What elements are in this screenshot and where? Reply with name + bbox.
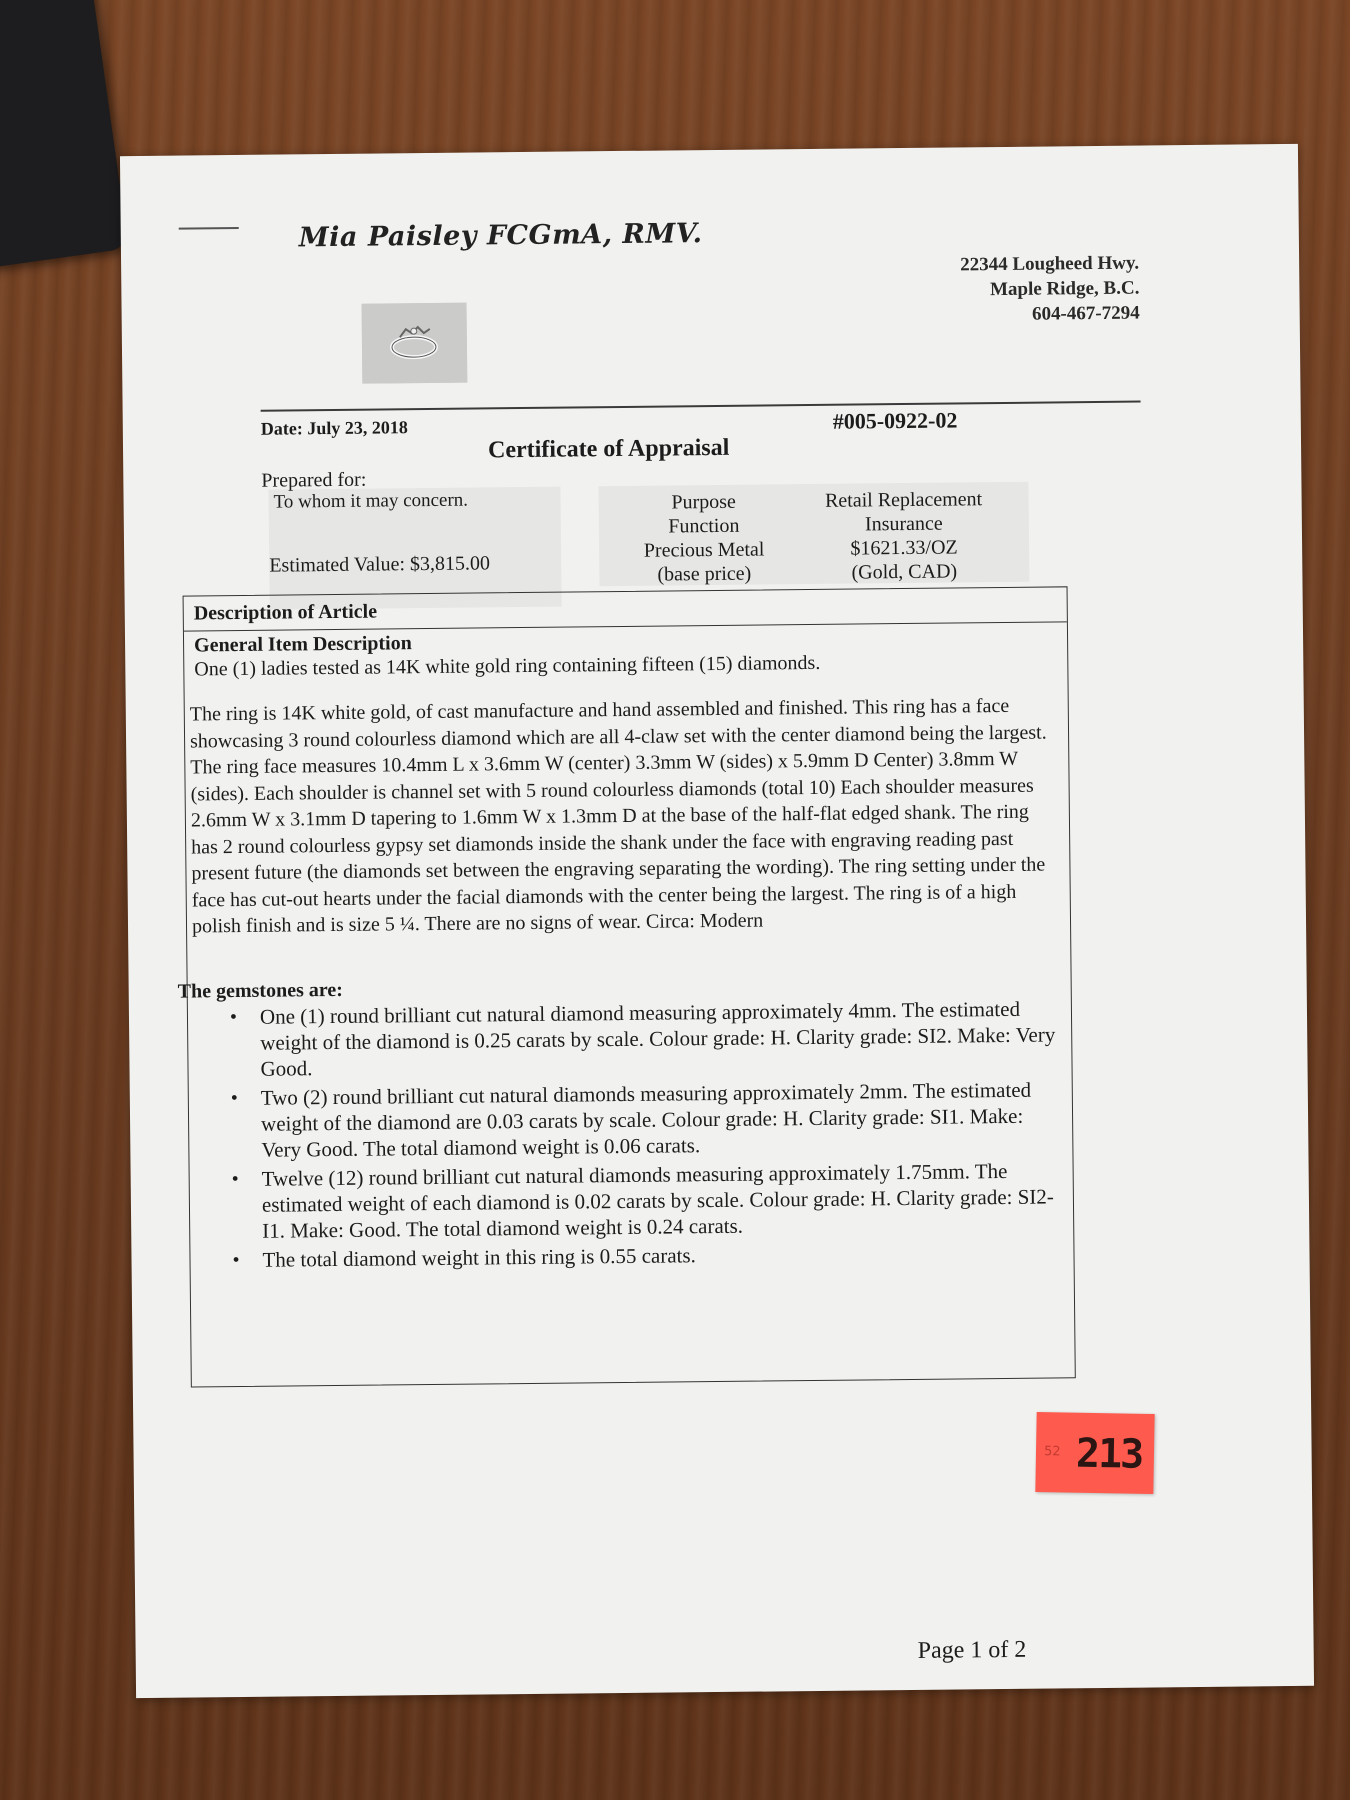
ring-icon (362, 303, 468, 384)
gemstone-text: The total diamond weight in this ring is 0.55 carats. (262, 1243, 696, 1272)
meta-value: (Gold, CAD) (851, 560, 958, 584)
sticker-prefix: 52 (1043, 1444, 1061, 1460)
meta-value: Retail Replacement (824, 488, 983, 512)
general-description-line: One (1) ladies tested as 14K white gold ring containing fifteen (15) diamonds. (194, 651, 821, 681)
meta-label: Purpose (671, 490, 736, 514)
gemstones-title: The gemstones are: (177, 978, 343, 1003)
document-title: Certificate of Appraisal (487, 434, 730, 464)
appraiser-name: Mia Paisley FCGmA, RMV. (298, 218, 703, 254)
bullet-icon: • (229, 1006, 238, 1029)
certificate-number: #005-0922-02 (832, 407, 958, 434)
sticker-number: 213 (1075, 1430, 1143, 1478)
item-description-paragraph: The ring is 14K white gold, of cast manufacture and hand assembled and finished. This ring has a face showcasing 3 round colourless diamond which are all 4-claw set with the center diamond being the largest. The ring face measures 10.4mm L x 3.6mm W (center) 3.3mm W (sides) x 5.9mm D Center) 3.8mm W (sides). Each shoulder is channel set with 5 round colourless diamonds (total 10) Each shoulder measures 2.6mm W x 3.1mm D tapering to 1.6mm W x 1.3mm D at the base of the half-flat edged shank. The ring has 2 round colourless gypsy set diamonds inside the shank under the face with engraving reading past present future (the diamonds set between the engraving separating the wording). The ring setting under the face has cut-out hearts under the facial diamonds with the center being the largest. The ring is of a high polish finish and is size 5 ¼. There are no signs of wear. Circa: Modern (189, 694, 1047, 938)
ring-photo (362, 303, 468, 384)
address-line: Maple Ridge, B.C. (989, 277, 1140, 301)
estimated-value: Estimated Value: $3,815.00 (269, 552, 491, 577)
description-header (184, 587, 1067, 631)
meta-value: Insurance (864, 512, 943, 536)
description-title: Description of Article (193, 600, 378, 625)
meta-label: Function (668, 514, 740, 538)
bullet-icon: • (232, 1249, 240, 1272)
price-sticker (1035, 1412, 1154, 1494)
description-box (177, 586, 1076, 1387)
tablet-device (0, 0, 129, 269)
gemstones-list (228, 995, 1061, 1276)
list-item (232, 1238, 1060, 1272)
bullet-icon: • (230, 1087, 238, 1110)
certificate-date: Date: July 23, 2018 (260, 417, 408, 439)
bullet-icon: • (231, 1168, 239, 1191)
phone-line: 604-467-7294 (1031, 302, 1140, 325)
address-block (960, 251, 1140, 328)
list-item (229, 995, 1059, 1081)
list-item (230, 1076, 1060, 1162)
prepared-for-label: Prepared for: (261, 468, 367, 492)
meta-values (803, 487, 1004, 585)
general-description-title: General Item Description (193, 632, 412, 657)
prepared-for-value: To whom it may concern. (273, 489, 469, 513)
gemstone-text: One (1) round brilliant cut natural diamond measuring approximately 4mm. The estimated weight of the diamond is 0.25 carats by scale. Colour grade: H. Clarity grade: SI2. Make: Very Good. (259, 996, 1056, 1081)
list-item (231, 1157, 1061, 1243)
margin-dash (179, 227, 239, 230)
page-number: Page 1 of 2 (917, 1636, 1027, 1664)
address-line: 22344 Lougheed Hwy. (960, 252, 1140, 276)
meta-label: Precious Metal (643, 538, 765, 562)
meta-labels (628, 489, 779, 587)
meta-value: $1621.33/OZ (850, 536, 958, 560)
gemstone-text: Two (2) round brilliant cut natural diamonds measuring approximately 2mm. The estimated weight of the diamond are 0.03 carats by scale. Colour grade: H. Clarity grade: SI1. Make: Very Good. The total diamond weight is 0.06 carats. (260, 1077, 1032, 1162)
meta-label: (base price) (657, 562, 752, 586)
gemstone-text: Twelve (12) round brilliant cut natural diamonds measuring approximately 1.75mm. The estimated weight of each diamond is 0.02 carats by scale. Colour grade: H. Clarity grade: SI2-I1. Make: Good. The total diamond weight is 0.24 carats. (261, 1158, 1054, 1243)
header-divider (261, 401, 1141, 412)
